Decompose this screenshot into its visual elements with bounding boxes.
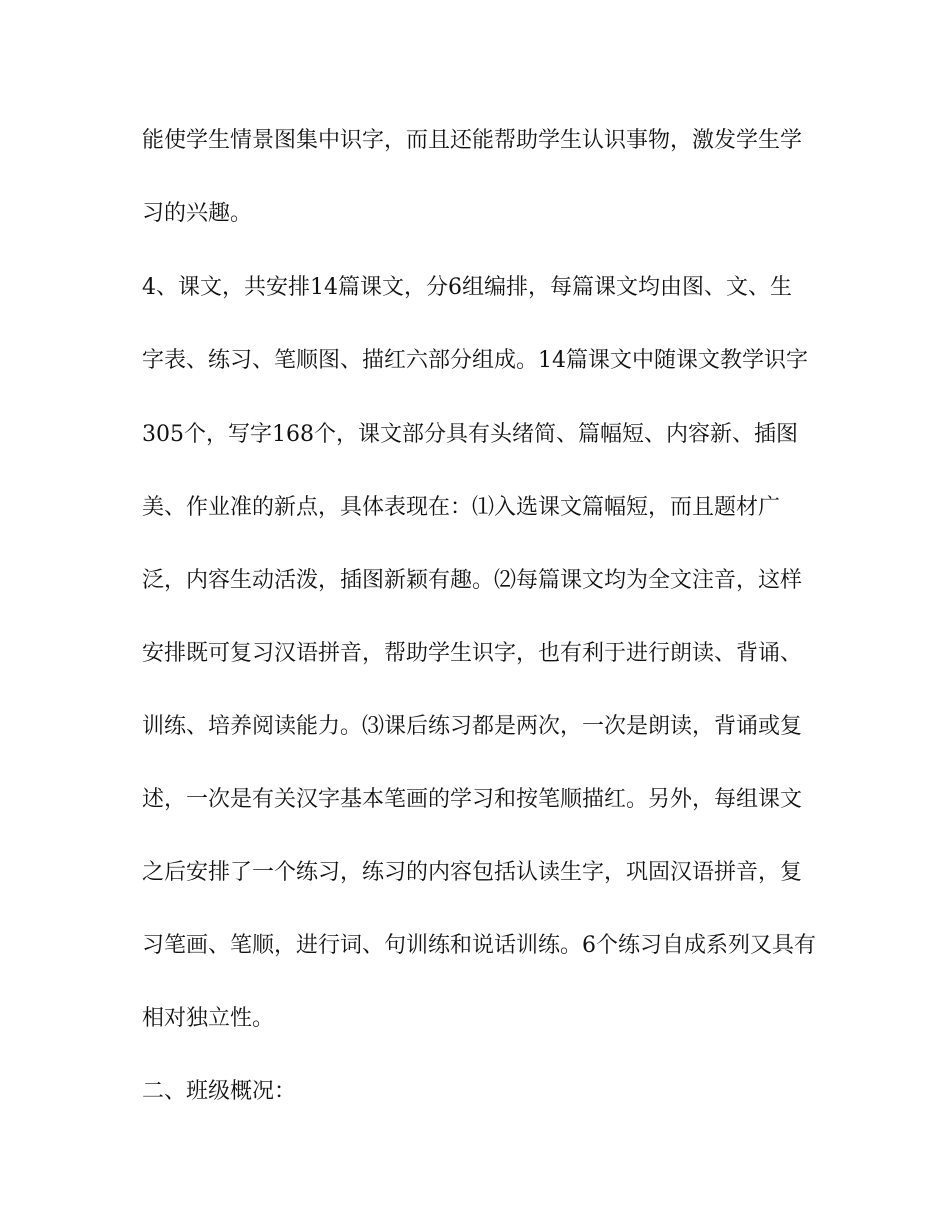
section-heading: 二、班级概况： [142, 1079, 297, 1104]
paragraph-line: 305个，写字168个，课文部分具有头绪简、篇幅短、内容新、插图 [142, 422, 798, 447]
paragraph-line: 泛，内容生动活泼，插图新颖有趣。⑵每篇课文均为全文注音，这样 [142, 568, 803, 593]
paragraph-line: 习笔画、笔顺，进行词、句训练和说话训练。6个练习自成系列又具有 [142, 933, 816, 958]
paragraph-line: 能使学生情景图集中识字，而且还能帮助学生认识事物，激发学生学 [142, 128, 803, 153]
paragraph-line: 训练、培养阅读能力。⑶课后练习都是两次，一次是朗读，背诵或复 [142, 714, 803, 739]
paragraph-line: 美、作业准的新点，具体表现在：⑴入选课文篇幅短，而且题材广 [142, 495, 781, 520]
paragraph-line: 相对独立性。 [142, 1006, 275, 1031]
paragraph-line: 之后安排了一个练习，练习的内容包括认读生字，巩固汉语拼音，复 [142, 860, 803, 885]
paragraph-line: 4、课文，共安排14篇课文，分6组编排，每篇课文均由图、文、生 [142, 275, 792, 300]
paragraph-line: 述，一次是有关汉字基本笔画的学习和按笔顺描红。另外，每组课文 [142, 787, 803, 812]
paragraph-line: 字表、练习、笔顺图、描红六部分组成。14篇课文中随课文教学识字 [142, 348, 808, 373]
paragraph-line: 习的兴趣。 [142, 201, 253, 226]
paragraph-line: 安排既可复习汉语拼音，帮助学生识字，也有利于进行朗读、背诵、 [142, 641, 803, 666]
